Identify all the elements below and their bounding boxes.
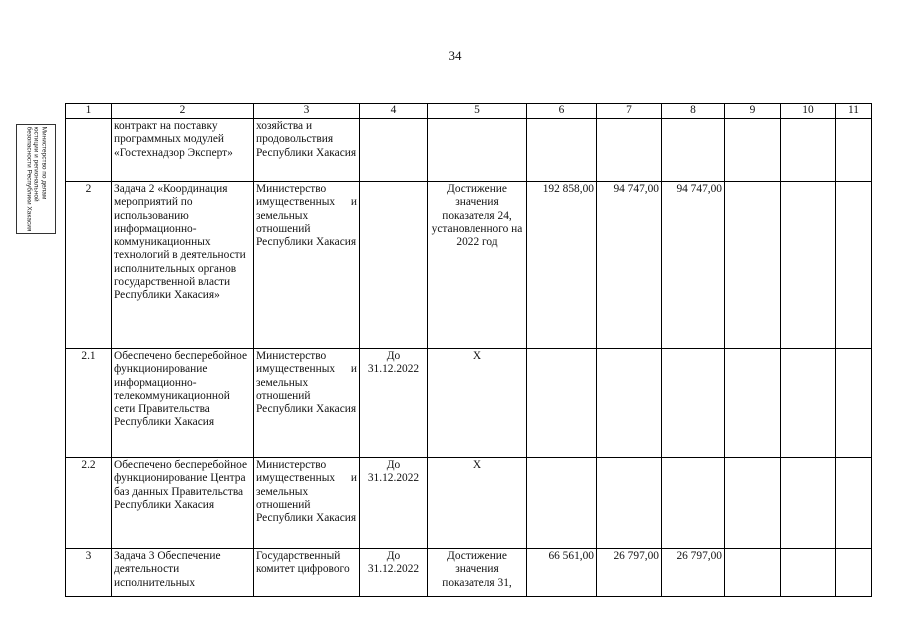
amount-col7: 26 797,00 [597, 549, 662, 597]
measure-name: контракт на поставку программных модулей «Гостехнадзор Эксперт» [112, 119, 254, 182]
page-number: 34 [448, 48, 462, 63]
amount-col8 [662, 458, 725, 549]
stamp-line: юстиции и региональной [32, 126, 40, 202]
amount-col6 [527, 119, 597, 182]
responsible-executor: Государственный комитет цифрового [254, 549, 360, 597]
deadline [360, 119, 428, 182]
amount-col6: 66 561,00 [527, 549, 597, 597]
row-number [66, 119, 112, 182]
amount-col11 [836, 549, 872, 597]
amount-col6 [527, 349, 597, 458]
amount-col6 [527, 458, 597, 549]
row-number: 3 [66, 549, 112, 597]
header-cell: 1 [66, 104, 112, 119]
amount-col7: 94 747,00 [597, 182, 662, 349]
amount-col9 [725, 549, 781, 597]
table-header-row [66, 104, 872, 119]
stamp-text [25, 127, 48, 232]
program-table [65, 103, 872, 597]
measure-name: Задача 3 Обеспечение деятельности исполнительных [112, 549, 254, 597]
stamp-line: безопасности Республики Хакасия [25, 126, 33, 232]
deadline: До 31.12.2022 [360, 349, 428, 458]
expected-result [428, 119, 527, 182]
amount-col10 [781, 182, 836, 349]
amount-col8: 26 797,00 [662, 549, 725, 597]
registration-stamp [16, 124, 56, 234]
amount-col7 [597, 119, 662, 182]
header-cell: 5 [428, 104, 527, 119]
header-cell: 7 [597, 104, 662, 119]
table-row [66, 458, 872, 549]
header-cell: 11 [836, 104, 872, 119]
header-cell: 10 [781, 104, 836, 119]
header-cell: 8 [662, 104, 725, 119]
amount-col11 [836, 349, 872, 458]
stamp-line: Министерство по делам [40, 126, 48, 200]
amount-col10 [781, 349, 836, 458]
amount-col11 [836, 182, 872, 349]
row-number: 2.2 [66, 458, 112, 549]
responsible-executor: Министерство имущественных и земельных отношений Республики Хакасия [254, 349, 360, 458]
expected-result: Достижение значения показателя 24, установленного на 2022 год [428, 182, 527, 349]
expected-result: Х [428, 458, 527, 549]
header-cell: 2 [112, 104, 254, 119]
responsible-executor: хозяйства и продовольствия Республики Хакасия [254, 119, 360, 182]
amount-col10 [781, 119, 836, 182]
amount-col8: 94 747,00 [662, 182, 725, 349]
amount-col9 [725, 349, 781, 458]
responsible-executor: Министерство имущественных и земельных отношений Республики Хакасия [254, 182, 360, 349]
expected-result: Достижение значения показателя 31, [428, 549, 527, 597]
responsible-executor: Министерство имущественных и земельных отношений Республики Хакасия [254, 458, 360, 549]
header-cell: 3 [254, 104, 360, 119]
amount-col9 [725, 119, 781, 182]
amount-col8 [662, 349, 725, 458]
measure-name: Задача 2 «Координация мероприятий по использованию информационно-коммуникационных технологий в деятельности исполнительных органов государственной власти Республики Хакасия» [112, 182, 254, 349]
header-cell: 9 [725, 104, 781, 119]
amount-col11 [836, 458, 872, 549]
table-row [66, 549, 872, 597]
header-cell: 6 [527, 104, 597, 119]
row-number: 2.1 [66, 349, 112, 458]
expected-result: Х [428, 349, 527, 458]
table-row [66, 349, 872, 458]
table-row [66, 119, 872, 182]
amount-col7 [597, 458, 662, 549]
amount-col10 [781, 549, 836, 597]
deadline: До 31.12.2022 [360, 458, 428, 549]
amount-col11 [836, 119, 872, 182]
amount-col9 [725, 458, 781, 549]
row-number: 2 [66, 182, 112, 349]
measure-name: Обеспечено бесперебойное функционирование Центра баз данных Правительства Республики Хакасия [112, 458, 254, 549]
amount-col9 [725, 182, 781, 349]
table-row [66, 182, 872, 349]
amount-col6: 192 858,00 [527, 182, 597, 349]
measure-name: Обеспечено бесперебойное функционирование информационно-телекоммуникационной сети Правительства Республики Хакасия [112, 349, 254, 458]
header-cell: 4 [360, 104, 428, 119]
deadline [360, 182, 428, 349]
deadline: До 31.12.2022 [360, 549, 428, 597]
amount-col8 [662, 119, 725, 182]
amount-col7 [597, 349, 662, 458]
amount-col10 [781, 458, 836, 549]
